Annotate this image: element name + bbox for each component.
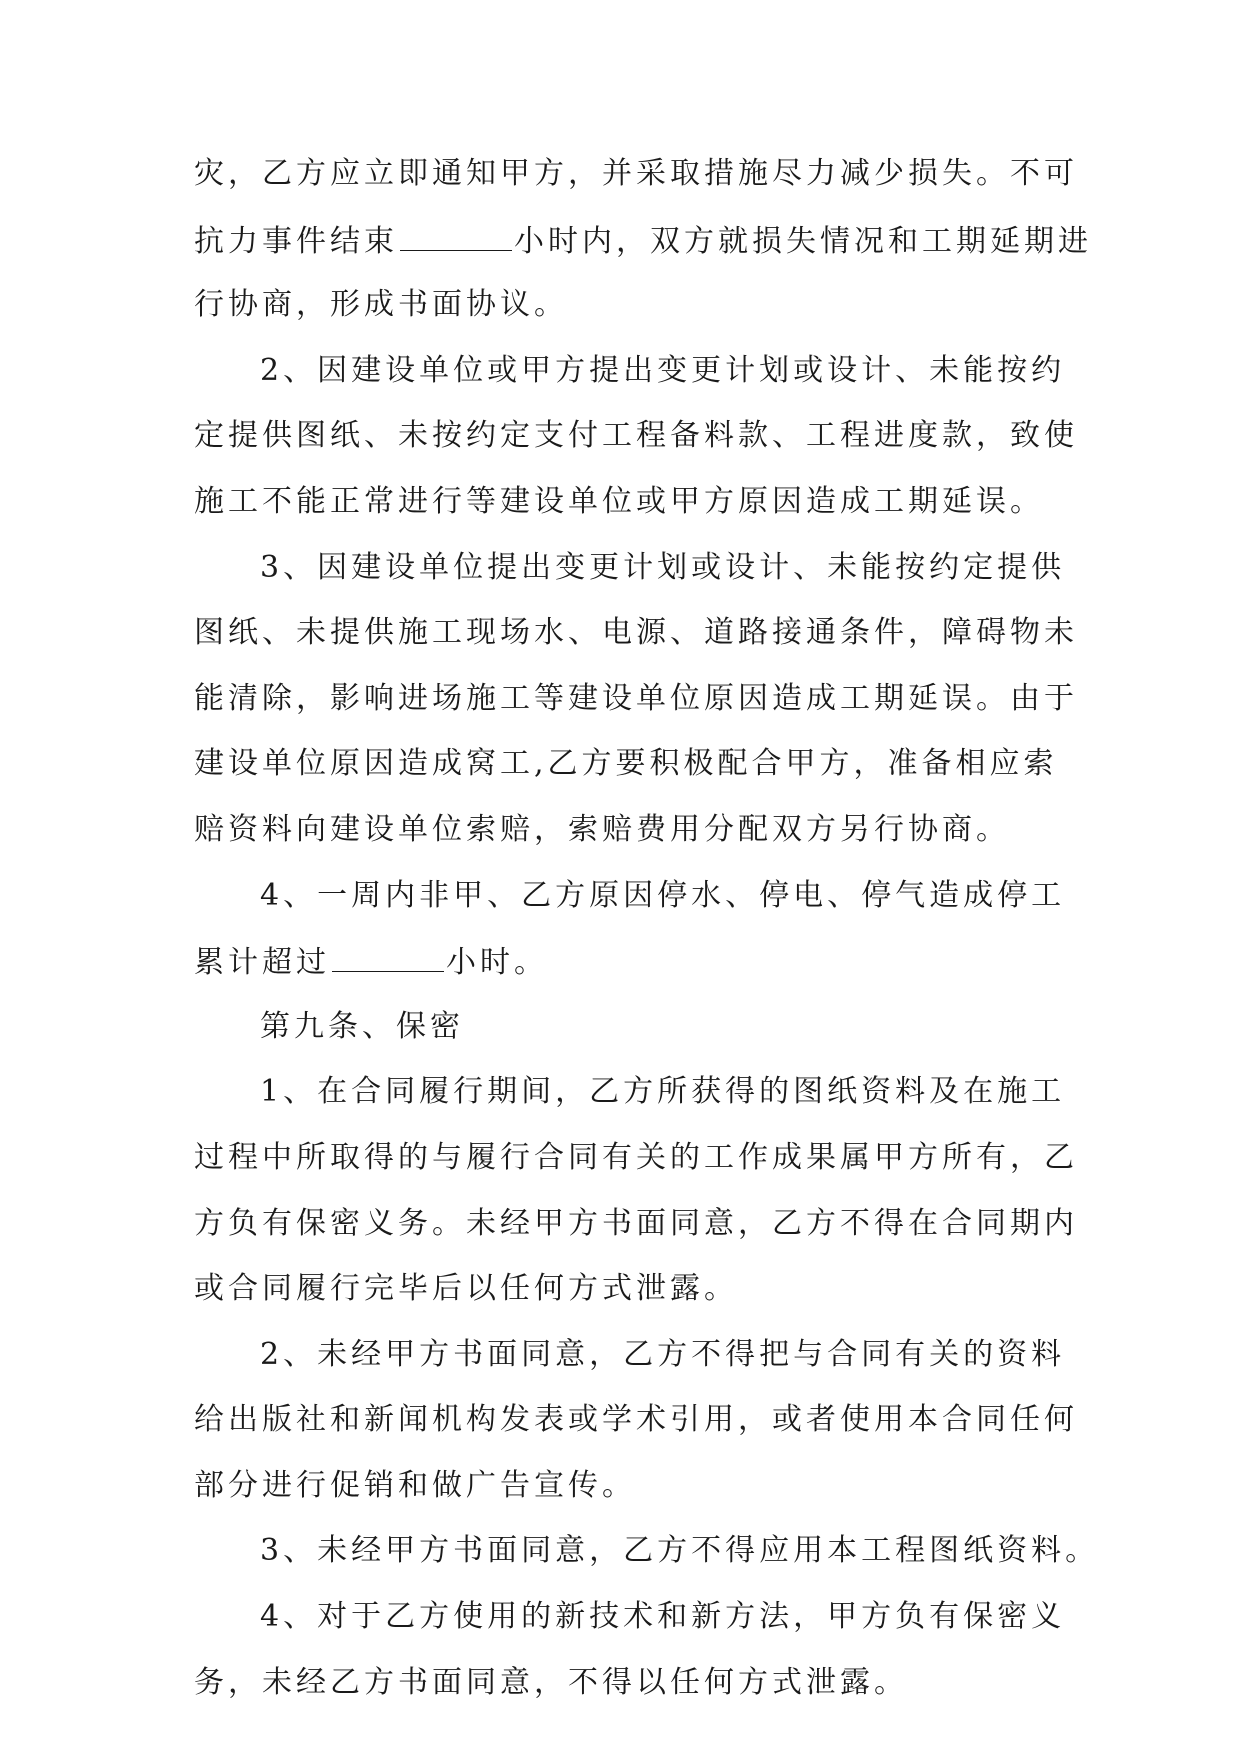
fill-in-blank <box>400 224 512 251</box>
section-heading: 第九条、保密 <box>260 1008 464 1044</box>
text-line: 赔资料向建设单位索赔，索赔费用分配双方另行协商。 <box>194 811 1010 847</box>
text-line: 2、未经甲方书面同意，乙方不得把与合同有关的资料 <box>260 1336 1066 1372</box>
text-line: 2、因建设单位或甲方提出变更计划或设计、未能按约 <box>260 352 1066 388</box>
text-line: 部分进行促销和做广告宣传。 <box>194 1467 636 1503</box>
text-line: 务，未经乙方书面同意，不得以任何方式泄露。 <box>194 1664 908 1700</box>
text-line: 过程中所取得的与履行合同有关的工作成果属甲方所有，乙 <box>194 1139 1078 1175</box>
text-line: 3、因建设单位提出变更计划或设计、未能按约定提供 <box>260 549 1066 585</box>
text-line: 图纸、未提供施工现场水、电源、道路接通条件，障碍物未 <box>194 615 1078 651</box>
text-line: 1、在合同履行期间，乙方所获得的图纸资料及在施工 <box>260 1074 1066 1110</box>
text-line: 抗力事件结束 小时内，双方就损失情况和工期延期进 <box>194 223 1092 259</box>
fill-in-blank <box>332 945 444 972</box>
text-line: 给出版社和新闻机构发表或学术引用，或者使用本合同任何 <box>194 1402 1078 1438</box>
text-line: 建设单位原因造成窝工,乙方要积极配合甲方，准备相应索 <box>194 746 1058 782</box>
text-line: 或合同履行完毕后以任何方式泄露。 <box>194 1271 738 1307</box>
text-line: 方负有保密义务。未经甲方书面同意，乙方不得在合同期内 <box>194 1205 1078 1241</box>
text-line: 3、未经甲方书面同意，乙方不得应用本工程图纸资料。 <box>260 1533 1100 1569</box>
text-line: 4、一周内非甲、乙方原因停水、停电、停气造成停工 <box>260 877 1066 913</box>
text-line: 能清除，影响进场施工等建设单位原因造成工期延误。由于 <box>194 680 1078 716</box>
text-line: 定提供图纸、未按约定支付工程备料款、工程进度款，致使 <box>194 418 1078 454</box>
text-line: 行协商，形成书面协议。 <box>194 287 568 323</box>
text-line: 累计超过 小时。 <box>194 945 548 981</box>
text-line: 灾，乙方应立即通知甲方，并采取措施尽力减少损失。不可 <box>194 156 1078 191</box>
document-body <box>194 156 1100 1732</box>
text-line: 施工不能正常进行等建设单位或甲方原因造成工期延误。 <box>194 483 1044 519</box>
text-line: 4、对于乙方使用的新技术和新方法，甲方负有保密义 <box>260 1599 1066 1635</box>
